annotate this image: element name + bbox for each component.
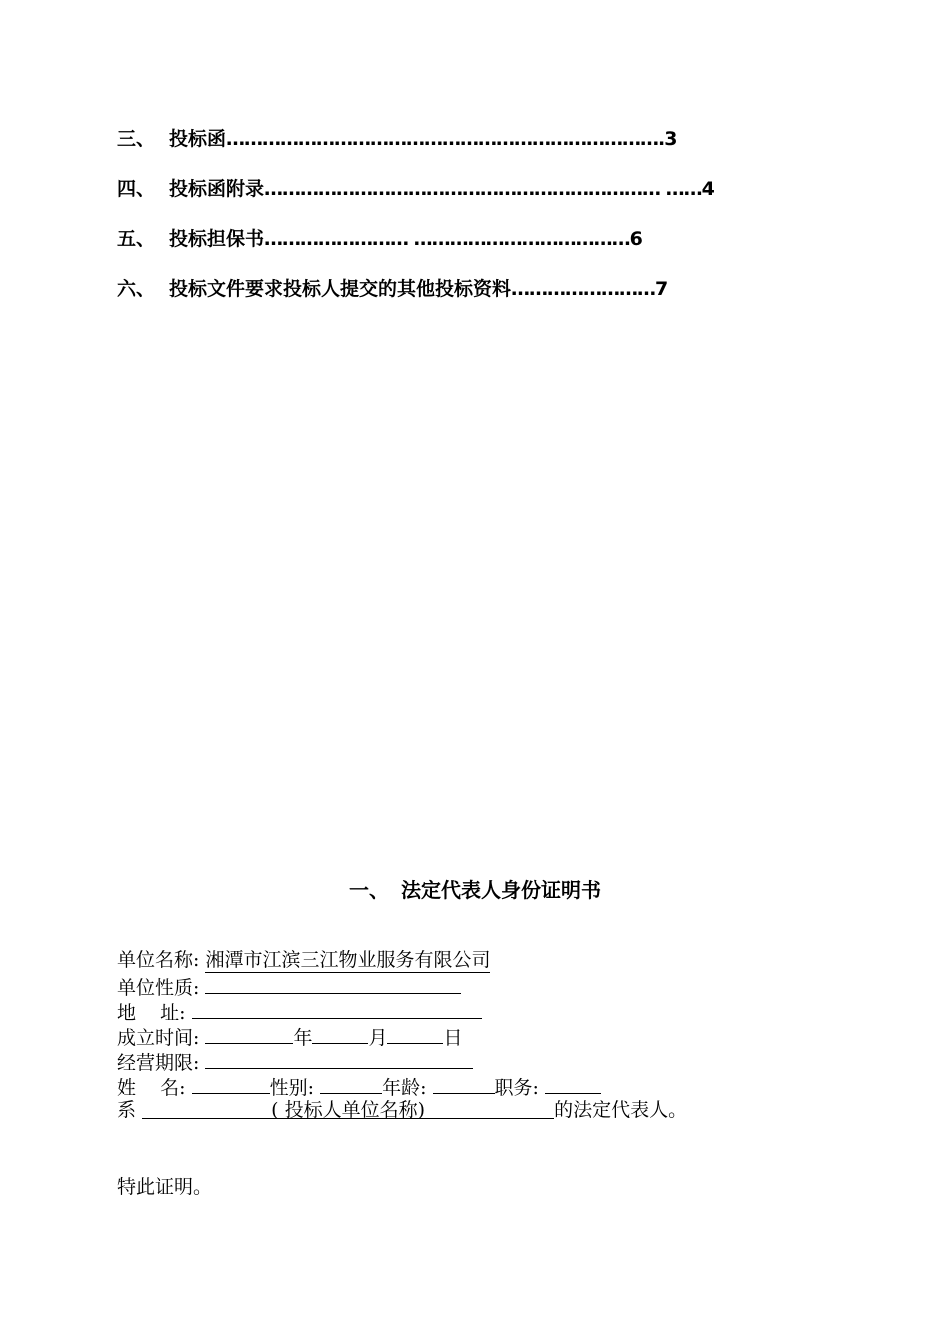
toc-item[interactable] — [117, 277, 668, 301]
section-number: 一、 — [349, 878, 389, 902]
term-row — [117, 1048, 473, 1075]
toc-item[interactable] — [117, 177, 715, 201]
month-label: 月 — [368, 1027, 388, 1049]
relation-row — [117, 1098, 687, 1122]
toc-title: 投标担保书 — [169, 228, 265, 250]
term-label: 经营期限: — [117, 1052, 200, 1074]
unit-name-value[interactable]: 湘潭市江滨三江物业服务有限公司 — [205, 949, 491, 971]
toc-title: 投标文件要求投标人提交的其他投标资料 — [169, 278, 512, 300]
toc-leader-dots: ………………………………………………………… …… — [264, 178, 702, 200]
gender-field[interactable] — [320, 1073, 382, 1094]
toc-page-number: 3 — [664, 128, 678, 150]
unit-nature-row — [117, 973, 461, 1000]
age-field[interactable] — [433, 1073, 495, 1094]
year-label: 年 — [293, 1027, 313, 1049]
toc-number: 四、 — [117, 178, 156, 200]
relation-prefix: 系 — [117, 1099, 137, 1121]
address-label: 地 址: — [117, 1002, 186, 1024]
section-heading — [0, 874, 950, 903]
position-field[interactable] — [545, 1073, 601, 1094]
address-field[interactable] — [192, 998, 482, 1019]
toc-leader-dots: ………………………………………………………………. — [226, 128, 665, 150]
term-field[interactable] — [205, 1048, 473, 1069]
toc-page-number: 7 — [655, 278, 669, 300]
toc-number: 六、 — [117, 278, 156, 300]
relation-suffix: 的法定代表人。 — [554, 1099, 688, 1121]
toc-item[interactable] — [117, 227, 643, 251]
bidder-name-field[interactable] — [142, 1098, 554, 1119]
address-row — [117, 998, 482, 1025]
day-label: 日 — [443, 1027, 463, 1049]
founded-year-field[interactable] — [205, 1023, 293, 1044]
toc-number: 五、 — [117, 228, 156, 250]
name-label: 姓 名: — [117, 1077, 186, 1099]
toc-title: 投标函 — [169, 128, 227, 150]
toc-page-number: 6 — [629, 228, 643, 250]
position-label: 职务: — [494, 1077, 539, 1099]
person-row — [117, 1073, 601, 1100]
gender-label: 性别: — [269, 1077, 315, 1099]
founded-row — [117, 1023, 463, 1050]
closing-statement: 特此证明。 — [117, 1176, 213, 1198]
toc-page-number: 4 — [701, 178, 715, 200]
unit-name-label: 单位名称: — [117, 949, 200, 971]
toc-item[interactable] — [117, 127, 677, 151]
toc-number: 三、 — [117, 128, 156, 150]
section-title: 法定代表人身份证明书 — [401, 878, 601, 902]
founded-label: 成立时间: — [117, 1027, 200, 1049]
bidder-name-placeholder: ( 投标人单位名称) — [271, 1099, 425, 1121]
unit-nature-field[interactable] — [205, 973, 461, 994]
toc-leader-dots: …………………… — [511, 278, 656, 300]
toc-title: 投标函附录 — [169, 178, 265, 200]
name-field[interactable] — [192, 1073, 270, 1094]
unit-name-row — [117, 948, 490, 972]
founded-day-field[interactable] — [387, 1023, 443, 1044]
unit-nature-label: 单位性质: — [117, 977, 200, 999]
founded-month-field[interactable] — [312, 1023, 368, 1044]
age-label: 年龄: — [382, 1077, 427, 1099]
toc-leader-dots: …………………… ……………………………… — [264, 228, 630, 250]
